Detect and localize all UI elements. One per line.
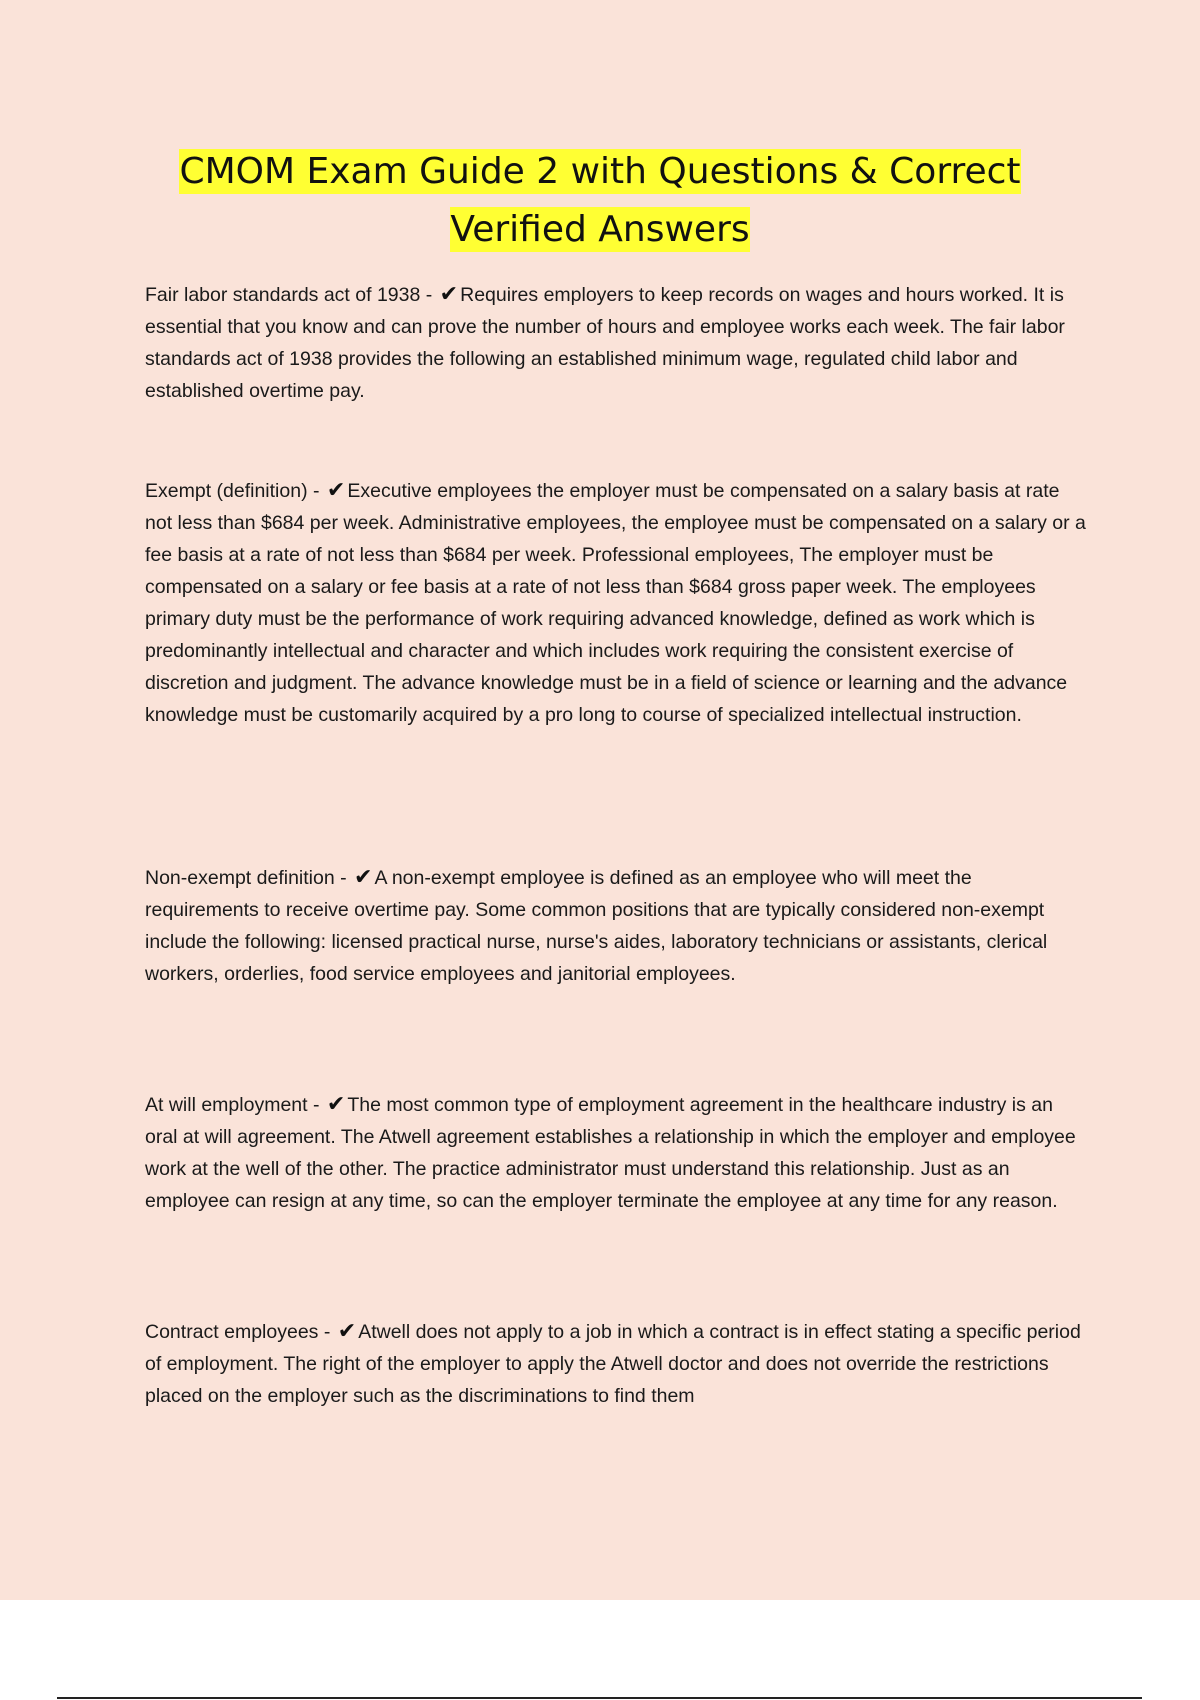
title-line-1: CMOM Exam Guide 2 with Questions & Correct: [179, 151, 1021, 192]
entry-term: At will employment -: [145, 1094, 320, 1116]
entry-term: Non-exempt definition -: [145, 867, 347, 889]
entry-definition: Executive employees the employer must be compensated on a salary basis at rate not less than $684 per week. Administrative employees, the employee must be compensated on a salary or a fee basis at a rate of not less than $684 per week. Professional employees, The employer must be compensated on a salary or fee basis at a rate of not less than $684 gross paper week. The employees primary duty must be the performance of work requiring advanced knowledge, defined as work which is predominantly intellectual and character and which includes work requiring the consistent exercise of discretion and judgment. The advance knowledge must be in a field of science or learning and the advance knowledge must be customarily acquired by a pro long to course of specialized intellectual instruction.: [145, 480, 1086, 726]
checkmark-icon: ✔: [326, 1092, 346, 1117]
qa-entry-exempt: [145, 475, 1090, 731]
entry-definition: A non-exempt employee is defined as an employee who will meet the requirements to receive overtime pay. Some common positions that are typically considered non-exempt include the following: licensed practical nurse, nurse's aides, laboratory technicians or assistants, clerical workers, orderlies, food service employees and janitorial employees.: [145, 867, 1048, 985]
entry-term: Fair labor standards act of 1938 -: [145, 284, 433, 306]
document-title: [100, 143, 1100, 259]
entry-definition: The most common type of employment agreement in the healthcare industry is an oral at will agreement. The Atwell agreement establishes a relationship in which the employer and employee work at the well of the other. The practice administrator must understand this relationship. Just as an employee can resign at any time, so can the employer terminate the employee at any time for any reason.: [145, 1094, 1076, 1212]
entry-term: Exempt (definition) -: [145, 480, 320, 502]
footer-divider: [57, 1697, 1142, 1699]
qa-entry-fair-labor: [145, 279, 1090, 407]
qa-entry-contract: [145, 1316, 1090, 1412]
checkmark-icon: ✔: [326, 478, 346, 503]
title-line-2: Verified Answers: [450, 209, 750, 250]
checkmark-icon: ✔: [354, 865, 373, 890]
checkmark-icon: ✔: [439, 282, 459, 307]
checkmark-icon: ✔: [337, 1319, 357, 1344]
qa-entry-non-exempt: [145, 862, 1090, 990]
entry-definition: Atwell does not apply to a job in which a contract is in effect stating a specific period of employment. The right of the employer to apply the Atwell doctor and does not override the restrictions placed on the employer such as the discriminations to find them: [145, 1321, 1081, 1407]
entry-definition: Requires employers to keep records on wages and hours worked. It is essential that you know and can prove the number of hours and employee works each week. The fair labor standards act of 1938 provides the following an established minimum wage, regulated child labor and established overtime pay.: [145, 284, 1065, 402]
entry-term: Contract employees -: [145, 1321, 331, 1343]
qa-entry-at-will: [145, 1089, 1090, 1217]
